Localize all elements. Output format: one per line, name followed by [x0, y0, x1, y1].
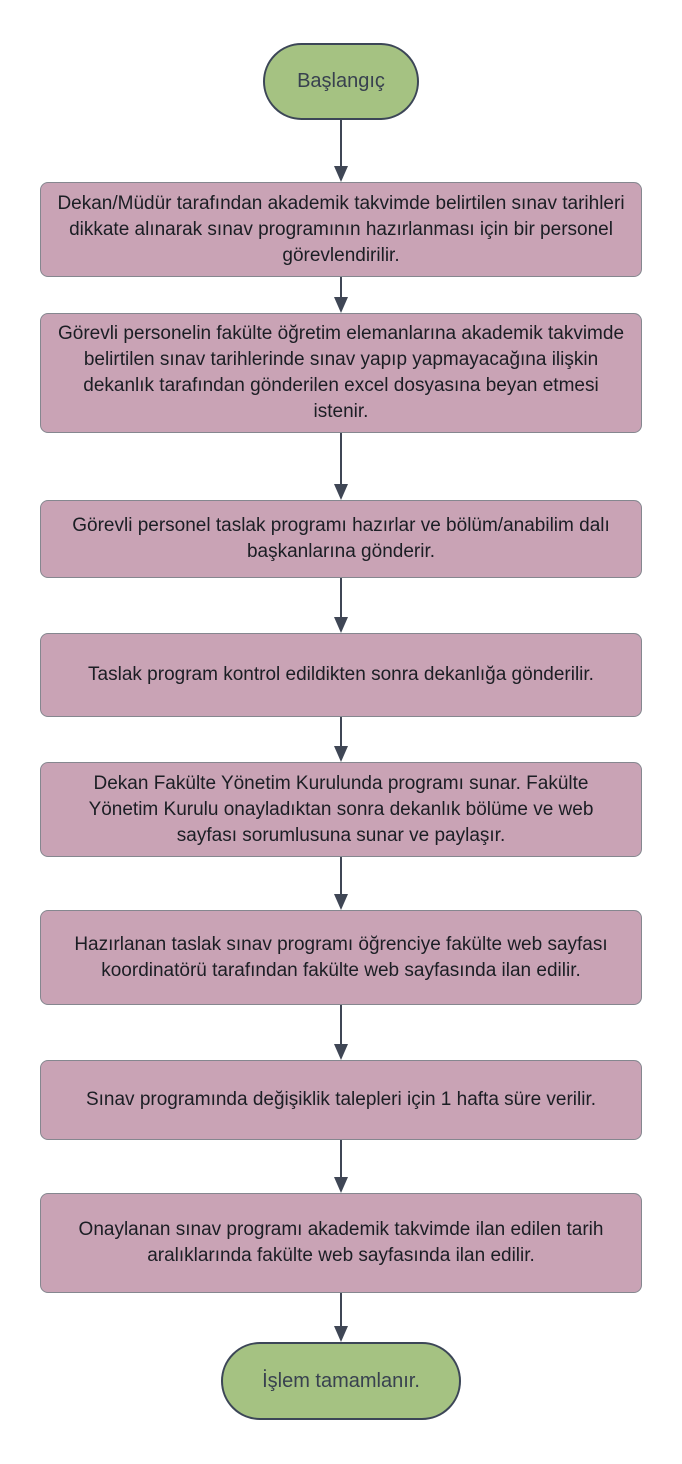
- process-step-6-text: Hazırlanan taslak sınav programı öğrenciye fakülte web sayfası koordinatörü tarafından fakülte web sayfasında ilan edilir.: [74, 933, 608, 981]
- arrow-down-icon: [334, 1177, 348, 1193]
- start-node: [263, 43, 419, 120]
- flow-arrow-9: [334, 1293, 348, 1342]
- process-step-5-text: Dekan Fakülte Yönetim Kurulunda programı sunar. Fakülte Yönetim Kurulu onayladıktan sonra dekanlık bölüme ve web sayfası sorumlusuna sunar ve paylaşır.: [88, 772, 594, 846]
- flow-arrow-7: [334, 1005, 348, 1060]
- flow-arrow-8: [334, 1140, 348, 1193]
- process-step-4: [40, 633, 642, 717]
- process-step-7: [40, 1060, 642, 1140]
- arrow-down-icon: [334, 746, 348, 762]
- arrow-line: [340, 717, 342, 746]
- arrow-line: [340, 433, 342, 484]
- arrow-line: [340, 1005, 342, 1044]
- arrow-line: [340, 578, 342, 617]
- process-step-4-text: Taslak program kontrol edildikten sonra dekanlığa gönderilir.: [88, 664, 594, 685]
- end-node-label: İşlem tamamlanır.: [262, 1369, 420, 1392]
- process-step-8-text: Onaylanan sınav programı akademik takvimde ilan edilen tarih aralıklarında fakülte web sayfasında ilan edilir.: [78, 1219, 604, 1266]
- flow-arrow-3: [334, 433, 348, 500]
- arrow-down-icon: [334, 1326, 348, 1342]
- process-step-3: [40, 500, 642, 578]
- flow-arrow-4: [334, 578, 348, 633]
- process-step-8: [40, 1193, 642, 1293]
- arrow-down-icon: [334, 617, 348, 633]
- process-step-5: [40, 762, 642, 857]
- arrow-line: [340, 1293, 342, 1326]
- flow-arrow-6: [334, 857, 348, 910]
- arrow-down-icon: [334, 894, 348, 910]
- process-step-6: [40, 910, 642, 1005]
- start-node-label: Başlangıç: [297, 70, 385, 92]
- arrow-down-icon: [334, 166, 348, 182]
- arrow-line: [340, 857, 342, 894]
- arrow-down-icon: [334, 484, 348, 500]
- arrow-line: [340, 120, 342, 166]
- end-node: [221, 1342, 461, 1420]
- process-step-2-text: Görevli personelin fakülte öğretim elemanlarına akademik takvimde belirtilen sınav tarihlerinde sınav yapıp yapmayacağına ilişkin dekanlık tarafından gönderilen excel dosyasına beyan etmesi istenir.: [57, 323, 625, 422]
- arrow-line: [340, 1140, 342, 1177]
- arrow-down-icon: [334, 1044, 348, 1060]
- arrow-line: [340, 277, 342, 297]
- arrow-down-icon: [334, 297, 348, 313]
- process-step-1: [40, 182, 642, 277]
- flow-arrow-2: [334, 277, 348, 313]
- flow-arrow-5: [334, 717, 348, 762]
- process-step-1-text: Dekan/Müdür tarafından akademik takvimde belirtilen sınav tarihleri dikkate alınarak sınav programının hazırlanması için bir personel görevlendirilir.: [57, 192, 625, 266]
- process-step-2: [40, 313, 642, 433]
- process-step-3-text: Görevli personel taslak programı hazırlar ve bölüm/anabilim dalı başkanlarına gönderir.: [72, 515, 610, 562]
- process-step-7-text: Sınav programında değişiklik talepleri için 1 hafta süre verilir.: [85, 1089, 597, 1110]
- flow-arrow-1: [334, 120, 348, 182]
